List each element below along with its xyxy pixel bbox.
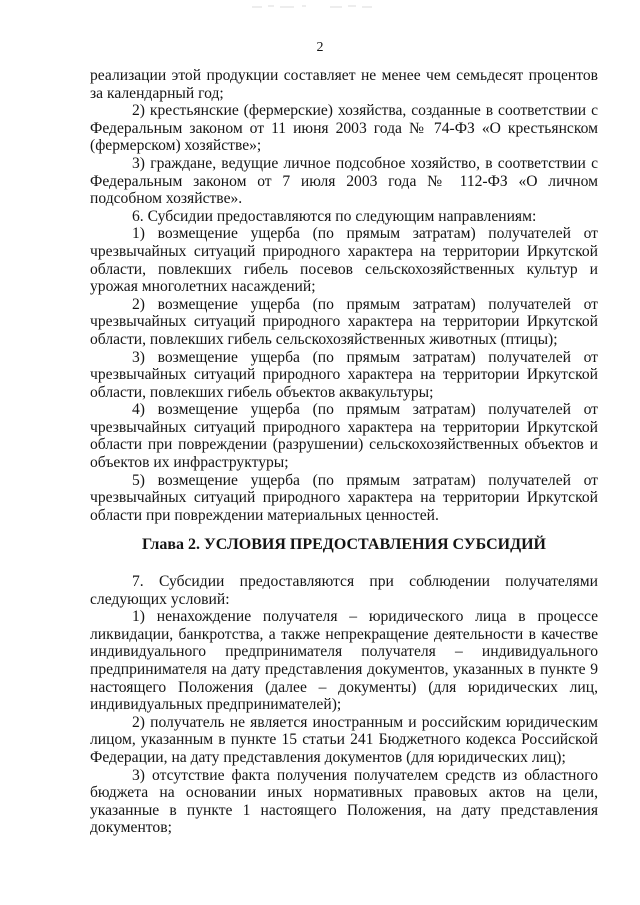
- paragraph-direction-3: 3) возмещение ущерба (по прямым затратам) получателей от чрезвычайных ситуаций природного характера на территории Иркутской области, повлекших гибель объектов аквакультуры;: [90, 348, 598, 401]
- scan-artifact: [250, 2, 380, 10]
- paragraphs-bottom: [90, 573, 598, 837]
- paragraph-condition-3: 3) отсутствие факта получения получателем средств из областного бюджета на основании иных нормативных правовых актов на цели, указанные в пункте 1 настоящего Положения, на дату представления документов;: [90, 766, 598, 837]
- paragraphs-top: [90, 67, 598, 524]
- paragraph-clause-7: 7. Субсидии предоставляются при соблюдении получателями следующих условий:: [90, 573, 598, 608]
- paragraph-item-3-citizens: 3) граждане, ведущие личное подсобное хозяйство, в соответствии с Федеральным законом от 7 июля 2003 года № 112-ФЗ «О личном подсобном хозяйстве».: [90, 154, 598, 208]
- paragraph-continuation: реализации этой продукции составляет не менее чем семьдесят процентов за календарный год;: [90, 67, 598, 102]
- paragraph-direction-1: 1) возмещение ущерба (по прямым затратам) получателей от чрезвычайных ситуаций природного характера на территории Иркутской области, повлекших гибель посевов сельскохозяйственных культур и урожая многолетних насаждений;: [90, 225, 598, 296]
- paragraph-direction-2: 2) возмещение ущерба (по прямым затратам) получателей от чрезвычайных ситуаций природного характера на территории Иркутской области, повлекших гибель сельскохозяйственных животных (птицы);: [90, 295, 598, 348]
- page-number: 2: [316, 40, 324, 55]
- chapter-heading: Глава 2. УСЛОВИЯ ПРЕДОСТАВЛЕНИЯ СУБСИДИЙ: [141, 536, 546, 553]
- paragraph-condition-1: 1) ненахождение получателя – юридического лица в процессе ликвидации, банкротства, а также непрекращение деятельности в качестве индивидуального предпринимателя получателя – индивидуального предпринимателя на дату представления документов, указанных в пункте 9 настоящего Положения (далее – документы) (для юридических лиц, индивидуальных предпринимателей);: [90, 608, 598, 714]
- paragraph-item-2-farms: 2) крестьянские (фермерские) хозяйства, созданные в соответствии с Федеральным законом от 11 июня 2003 года № 74-ФЗ «О крестьянском (фермерском) хозяйстве»;: [90, 102, 598, 155]
- paragraph-direction-5: 5) возмещение ущерба (по прямым затратам) получателей от чрезвычайных ситуаций природного характера на территории Иркутской области при повреждении материальных ценностей.: [90, 471, 598, 524]
- paragraph-condition-2: 2) получатель не является иностранным и российским юридическим лицом, указанным в пункте 15 статьи 241 Бюджетного кодекса Российской Федерации, на дату представления документов (для юридических лиц);: [90, 713, 598, 766]
- paragraph-clause-6: 6. Субсидии предоставляются по следующим направлениям:: [132, 207, 537, 225]
- paragraph-direction-4: 4) возмещение ущерба (по прямым затратам) получателей от чрезвычайных ситуаций природного характера на территории Иркутской области при повреждении (разрушении) сельскохозяйственных объектов и объектов их инфраструктуры;: [90, 401, 598, 472]
